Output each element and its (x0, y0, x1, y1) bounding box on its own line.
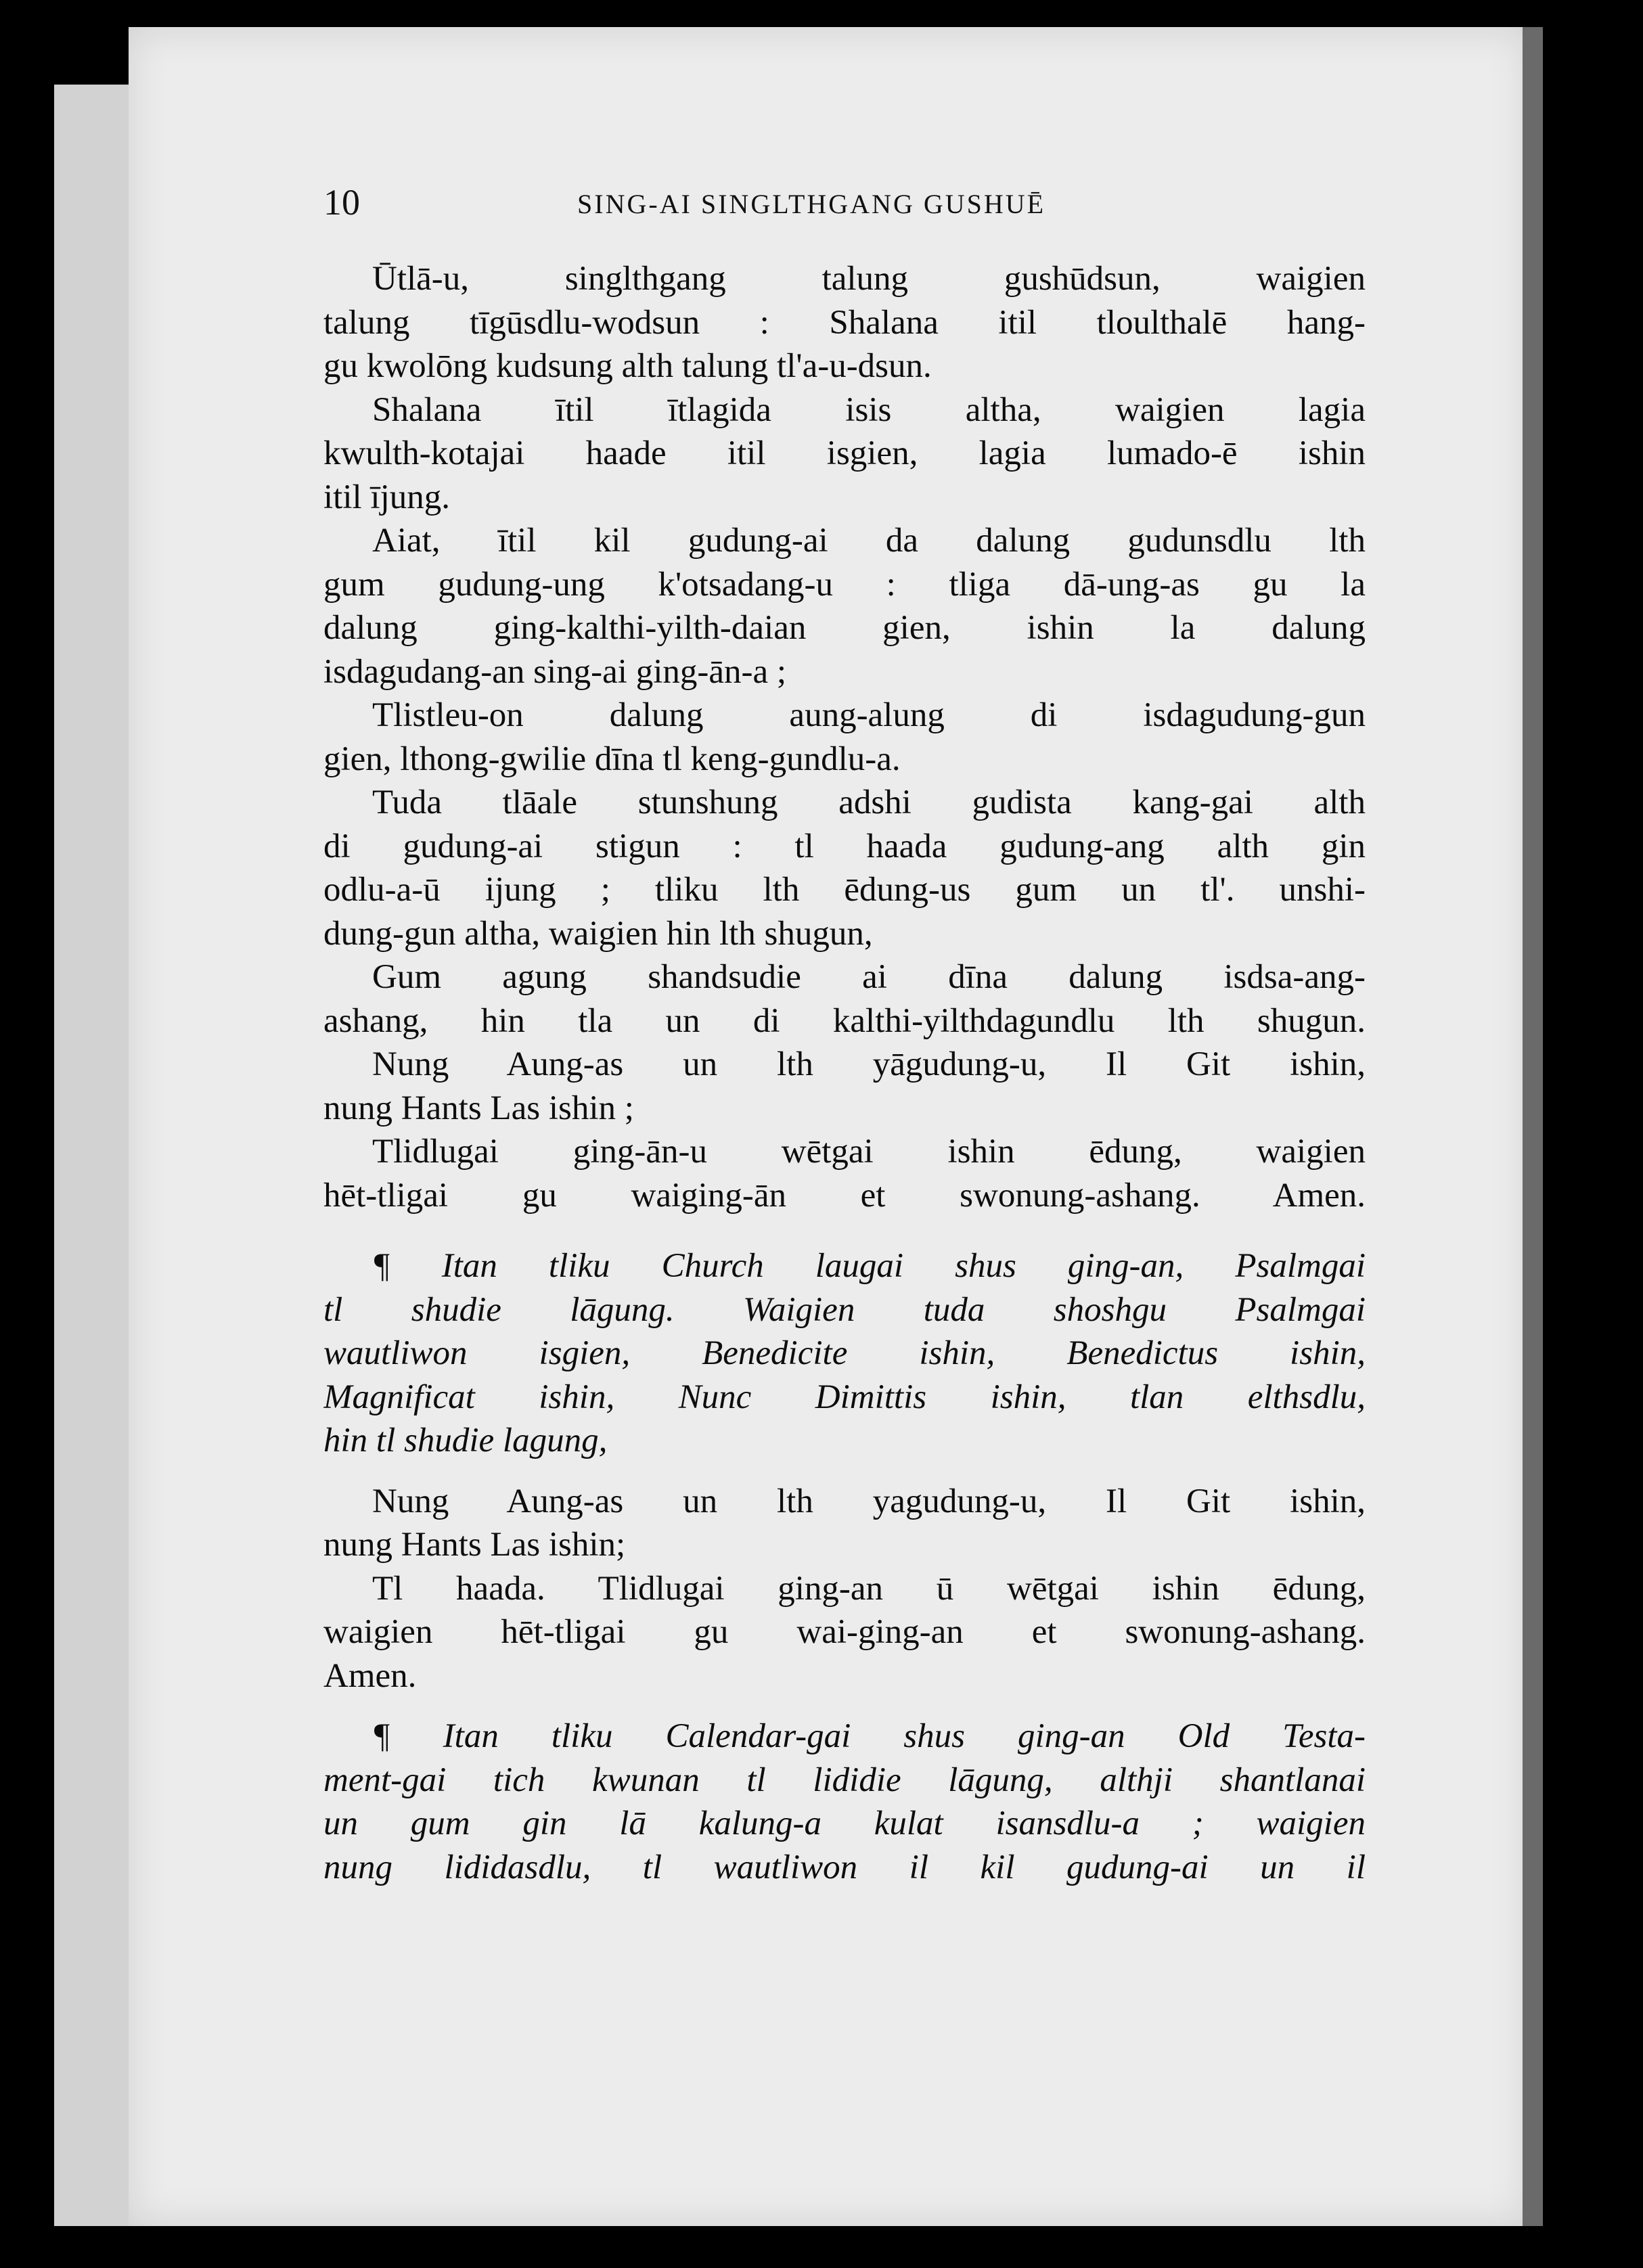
page-gutter (1523, 27, 1543, 2226)
text-line: gu kwolōng kudsung alth talung tl'a-u-dsun. (323, 347, 932, 385)
text-line: tl shudie lāgung. Waigien tuda shoshgu Psalmgai (323, 1290, 1366, 1329)
text-line: Tl haada. Tlidlugai ging-an ū wētgai ishin ēdung, (372, 1569, 1366, 1608)
text-line: ment-gai tich kwunan tl lididie lāgung, althji shantlanai (323, 1761, 1366, 1799)
text-line: nung Hants Las ishin ; (323, 1089, 634, 1127)
text-line: Nung Aung-as un lth yāgudung-u, Il Git ishin, (372, 1045, 1366, 1083)
text-line: Nung Aung-as un lth yagudung-u, Il Git ishin, (372, 1482, 1366, 1520)
text-line: waigien hēt-tligai gu wai-ging-an et swonung-ashang. (323, 1613, 1366, 1651)
text-line: hēt-tligai gu waiging-ān et swonung-ashang. Amen. (323, 1176, 1366, 1215)
paragraph (323, 1130, 1366, 1217)
text-line: un gum gin lā kalung-a kulat isansdlu-a ; waigien (323, 1805, 1366, 1842)
text-line: odlu-a-ū ijung ; tliku lth ēdung-us gum un tl'. unshi- (323, 871, 1366, 909)
text-line: ¶ Itan tliku Church laugai shus ging-an, Psalmgai (372, 1247, 1366, 1285)
rubric (323, 1244, 1366, 1463)
text-line: nung Hants Las ishin; (323, 1526, 626, 1564)
scan-border-right (1543, 27, 1643, 2268)
paragraph (323, 694, 1366, 781)
text-line: Tlistleu-on dalung aung-alung di isdagudung-gun (372, 696, 1366, 734)
paragraph (323, 1567, 1366, 1698)
text-line: di gudung-ai stigun : tl haada gudung-ang alth gin (323, 827, 1366, 865)
paragraph (323, 519, 1366, 694)
text-line: isdagudang-an sing-ai ging-ān-a ; (323, 652, 787, 691)
text-line: talung tīgūsdlu-wodsun : Shalana itil tloulthalē hang- (323, 303, 1366, 342)
paragraph (323, 781, 1366, 955)
paragraph (323, 257, 1366, 388)
text-line: Shalana ītil ītlagida isis altha, waigien lagia (372, 390, 1366, 429)
text-line: ¶ Itan tliku Calendar-gai shus ging-an Old Testa- (372, 1717, 1366, 1755)
text-line: gien, lthong-gwilie dīna tl keng-gundlu-a. (323, 740, 901, 778)
rubric (323, 1715, 1366, 1889)
text-line: dalung ging-kalthi-yilth-daian gien, ishin la dalung (323, 609, 1366, 647)
text-line: Amen. (323, 1656, 417, 1695)
text-line: Tuda tlāale stunshung adshi gudista kang-gai alth (372, 784, 1366, 821)
page-header (323, 181, 1367, 225)
text-line: kwulth-kotajai haade itil isgien, lagia lumado-ē ishin (323, 434, 1366, 472)
paragraph (323, 388, 1366, 520)
text-line: gum gudung-ung k'otsadang-u : tliga dā-ung-as gu la (323, 565, 1366, 604)
page-number: 10 (323, 182, 360, 223)
text-line: hin tl shudie lagung, (323, 1422, 608, 1459)
spacer (323, 1698, 1366, 1715)
text-line: Magnificat ishin, Nunc Dimittis ishin, tlan elthsdlu, (323, 1378, 1366, 1416)
spacer (323, 1217, 1366, 1244)
text-line: Tlidlugai ging-ān-u wētgai ishin ēdung, waigien (372, 1133, 1366, 1171)
paragraph (323, 1043, 1366, 1130)
text-line: dung-gun altha, waigien hin lth shugun, (323, 914, 873, 953)
text-line: ashang, hin tla un di kalthi-yilthdagundlu lth shugun. (323, 1001, 1366, 1040)
paragraph (323, 1480, 1366, 1567)
text-line: Ūtlā-u, singlthgang talung gushūdsun, waigien (372, 260, 1366, 298)
page-text (323, 257, 1366, 1889)
spacer (323, 1463, 1366, 1480)
text-line: wautliwon isgien, Benedicite ishin, Benedictus ishin, (323, 1334, 1366, 1372)
running-title: SING-AI SINGLTHGANG GUSHUĒ (577, 189, 1046, 219)
text-line: itil īјung. (323, 478, 451, 516)
text-line: nung lididasdlu, tl wautliwon il kil gudung-ai un il (323, 1848, 1366, 1886)
text-line: Aiat, ītil kil gudung-ai da dalung gudunsdlu lth (372, 522, 1366, 560)
paragraph (323, 955, 1366, 1043)
text-line: Gum agung shandsudie ai dīna dalung isdsa-ang- (372, 958, 1366, 996)
